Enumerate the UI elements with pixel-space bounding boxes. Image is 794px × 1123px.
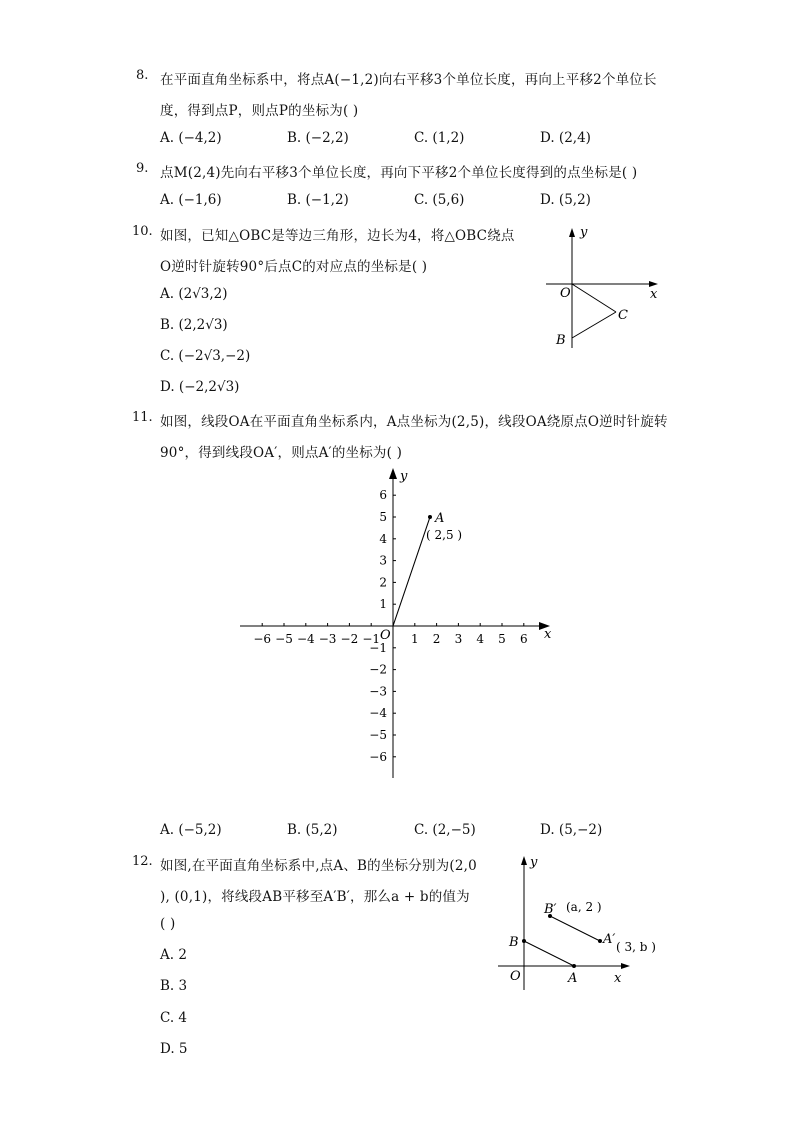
option-c: C. 4: [160, 1010, 188, 1026]
point-b-prime-coord: (a, 2 ): [566, 900, 602, 914]
x-tick-label: 5: [498, 632, 506, 646]
y-tick-label: −6: [369, 749, 387, 764]
x-tick-label: 4: [476, 632, 485, 646]
question-stem-line: 如图，已知△OBC是等边三角形，边长为4，将△OBC绕点: [160, 228, 515, 244]
y-axis-arrow: [521, 856, 527, 865]
y-tick-label: −1: [369, 640, 387, 655]
point-b-label: B: [556, 333, 566, 348]
x-tick-label: −2: [340, 632, 359, 646]
question-number: 11.: [132, 410, 153, 425]
option-b: B. (2,2√3): [160, 317, 228, 333]
origin-label: O: [560, 286, 571, 301]
option-d: D. (5,−2): [540, 822, 603, 838]
translation-figure: [494, 850, 664, 995]
y-axis-label: y: [580, 225, 588, 240]
y-tick-label: −4: [369, 706, 387, 721]
x-tick-label: −4: [296, 632, 315, 646]
y-axis-arrow: [569, 228, 575, 237]
question-number: 8.: [136, 68, 149, 83]
point-a-label: A: [435, 511, 445, 526]
x-tick-label: 3: [454, 632, 463, 646]
question-stem-line: 度，得到点P，则点P的坐标为( ): [160, 103, 359, 119]
point-c-label: C: [618, 308, 628, 323]
option-c: C. (5,6): [414, 192, 465, 208]
question-number: 9.: [136, 161, 149, 176]
y-axis-label: y: [530, 855, 538, 870]
x-tick-label: 1: [410, 632, 419, 646]
y-tick-label: 1: [379, 597, 387, 612]
option-b: B. (5,2): [287, 822, 338, 838]
point-a-prime: [598, 939, 602, 943]
y-tick-label: 3: [379, 553, 387, 568]
x-axis-arrow: [621, 963, 630, 969]
point-a: [572, 964, 576, 968]
x-tick-label: 2: [432, 632, 441, 646]
y-tick-label: −3: [369, 684, 387, 699]
option-a: A. (−4,2): [160, 130, 222, 146]
point-a-label: A: [568, 971, 578, 986]
y-tick-label: 4: [379, 531, 387, 546]
x-tick-label: −5: [275, 632, 293, 646]
option-d: D. (2,4): [540, 130, 591, 146]
question-stem-line: ), (0,1)，将线段AB平移至A′B′，那么a + b的值为: [160, 889, 470, 905]
y-tick-label: −2: [369, 662, 387, 677]
question-stem-line: 如图，线段OA在平面直角坐标系内，A点坐标为(2,5)，线段OA绕原点O逆时针旋转: [160, 414, 668, 430]
option-d: D. (5,2): [540, 192, 591, 208]
option-b: B. 3: [160, 978, 188, 994]
triangle-figure: [540, 222, 670, 357]
option-c: C. (1,2): [414, 130, 465, 146]
question-stem-line: 如图,在平面直角坐标系中,点A、B的坐标分别为(2,0: [160, 858, 477, 874]
question-stem-line: ( ): [160, 916, 176, 932]
origin-label: O: [510, 969, 521, 984]
point-a-coord: ( 2,5 ): [426, 528, 463, 542]
question-stem-line: 90°，得到线段OA′，则点A′的坐标为( ): [160, 445, 403, 461]
coordinate-figure: [230, 462, 570, 784]
point-a-prime-label: A′: [603, 932, 616, 947]
x-tick-label: −1: [362, 632, 381, 646]
question-stem-line: O逆时针旋转90°后点C的对应点的坐标是( ): [160, 259, 428, 275]
option-a: A. (2√3,2): [160, 286, 228, 302]
option-d: D. 5: [160, 1041, 188, 1057]
x-tick-label: 6: [519, 632, 528, 646]
point-b-label: B: [509, 935, 519, 950]
x-tick-label: −6: [253, 632, 272, 646]
x-tick-label: −3: [318, 632, 337, 646]
option-d: D. (−2,2√3): [160, 379, 240, 395]
segment-cb: [572, 312, 616, 338]
y-tick-label: 5: [379, 510, 387, 524]
option-c: C. (2,−5): [414, 822, 476, 838]
question-number: 12.: [132, 854, 153, 869]
option-c: C. (−2√3,−2): [160, 348, 251, 364]
option-a: A. 2: [160, 947, 187, 963]
x-axis-label: x: [614, 971, 622, 986]
question-stem-line: 点M(2,4)先向右平移3个单位长度，再向下平移2个单位长度得到的点坐标是( ): [160, 165, 638, 181]
question-stem-line: 在平面直角坐标系中，将点A(−1,2)向右平移3个单位长度，再向上平移2个单位长: [160, 72, 657, 88]
y-tick-label: −5: [369, 728, 387, 742]
option-b: B. (−1,2): [287, 192, 349, 208]
point-a-prime-coord: ( 3, b ): [616, 940, 656, 954]
segment-a-prime-b-prime: [550, 916, 600, 941]
question-number: 10.: [132, 224, 153, 239]
y-axis-arrow: [389, 468, 397, 479]
segment-oc: [572, 284, 616, 312]
x-axis-label: x: [650, 287, 658, 302]
option-a: A. (−5,2): [160, 822, 222, 838]
segment-oa: [393, 517, 430, 626]
point-a: [428, 515, 432, 519]
segment-ab: [524, 941, 574, 966]
y-tick-label: 2: [379, 575, 387, 590]
y-tick-label: 6: [379, 488, 387, 503]
option-a: A. (−1,6): [160, 192, 222, 208]
y-axis-label: y: [400, 469, 408, 484]
origin-label: O: [380, 628, 391, 643]
option-b: B. (−2,2): [287, 130, 349, 146]
x-axis-label: x: [544, 627, 552, 642]
point-b-prime-label: B′: [544, 902, 557, 917]
point-b: [522, 939, 526, 943]
